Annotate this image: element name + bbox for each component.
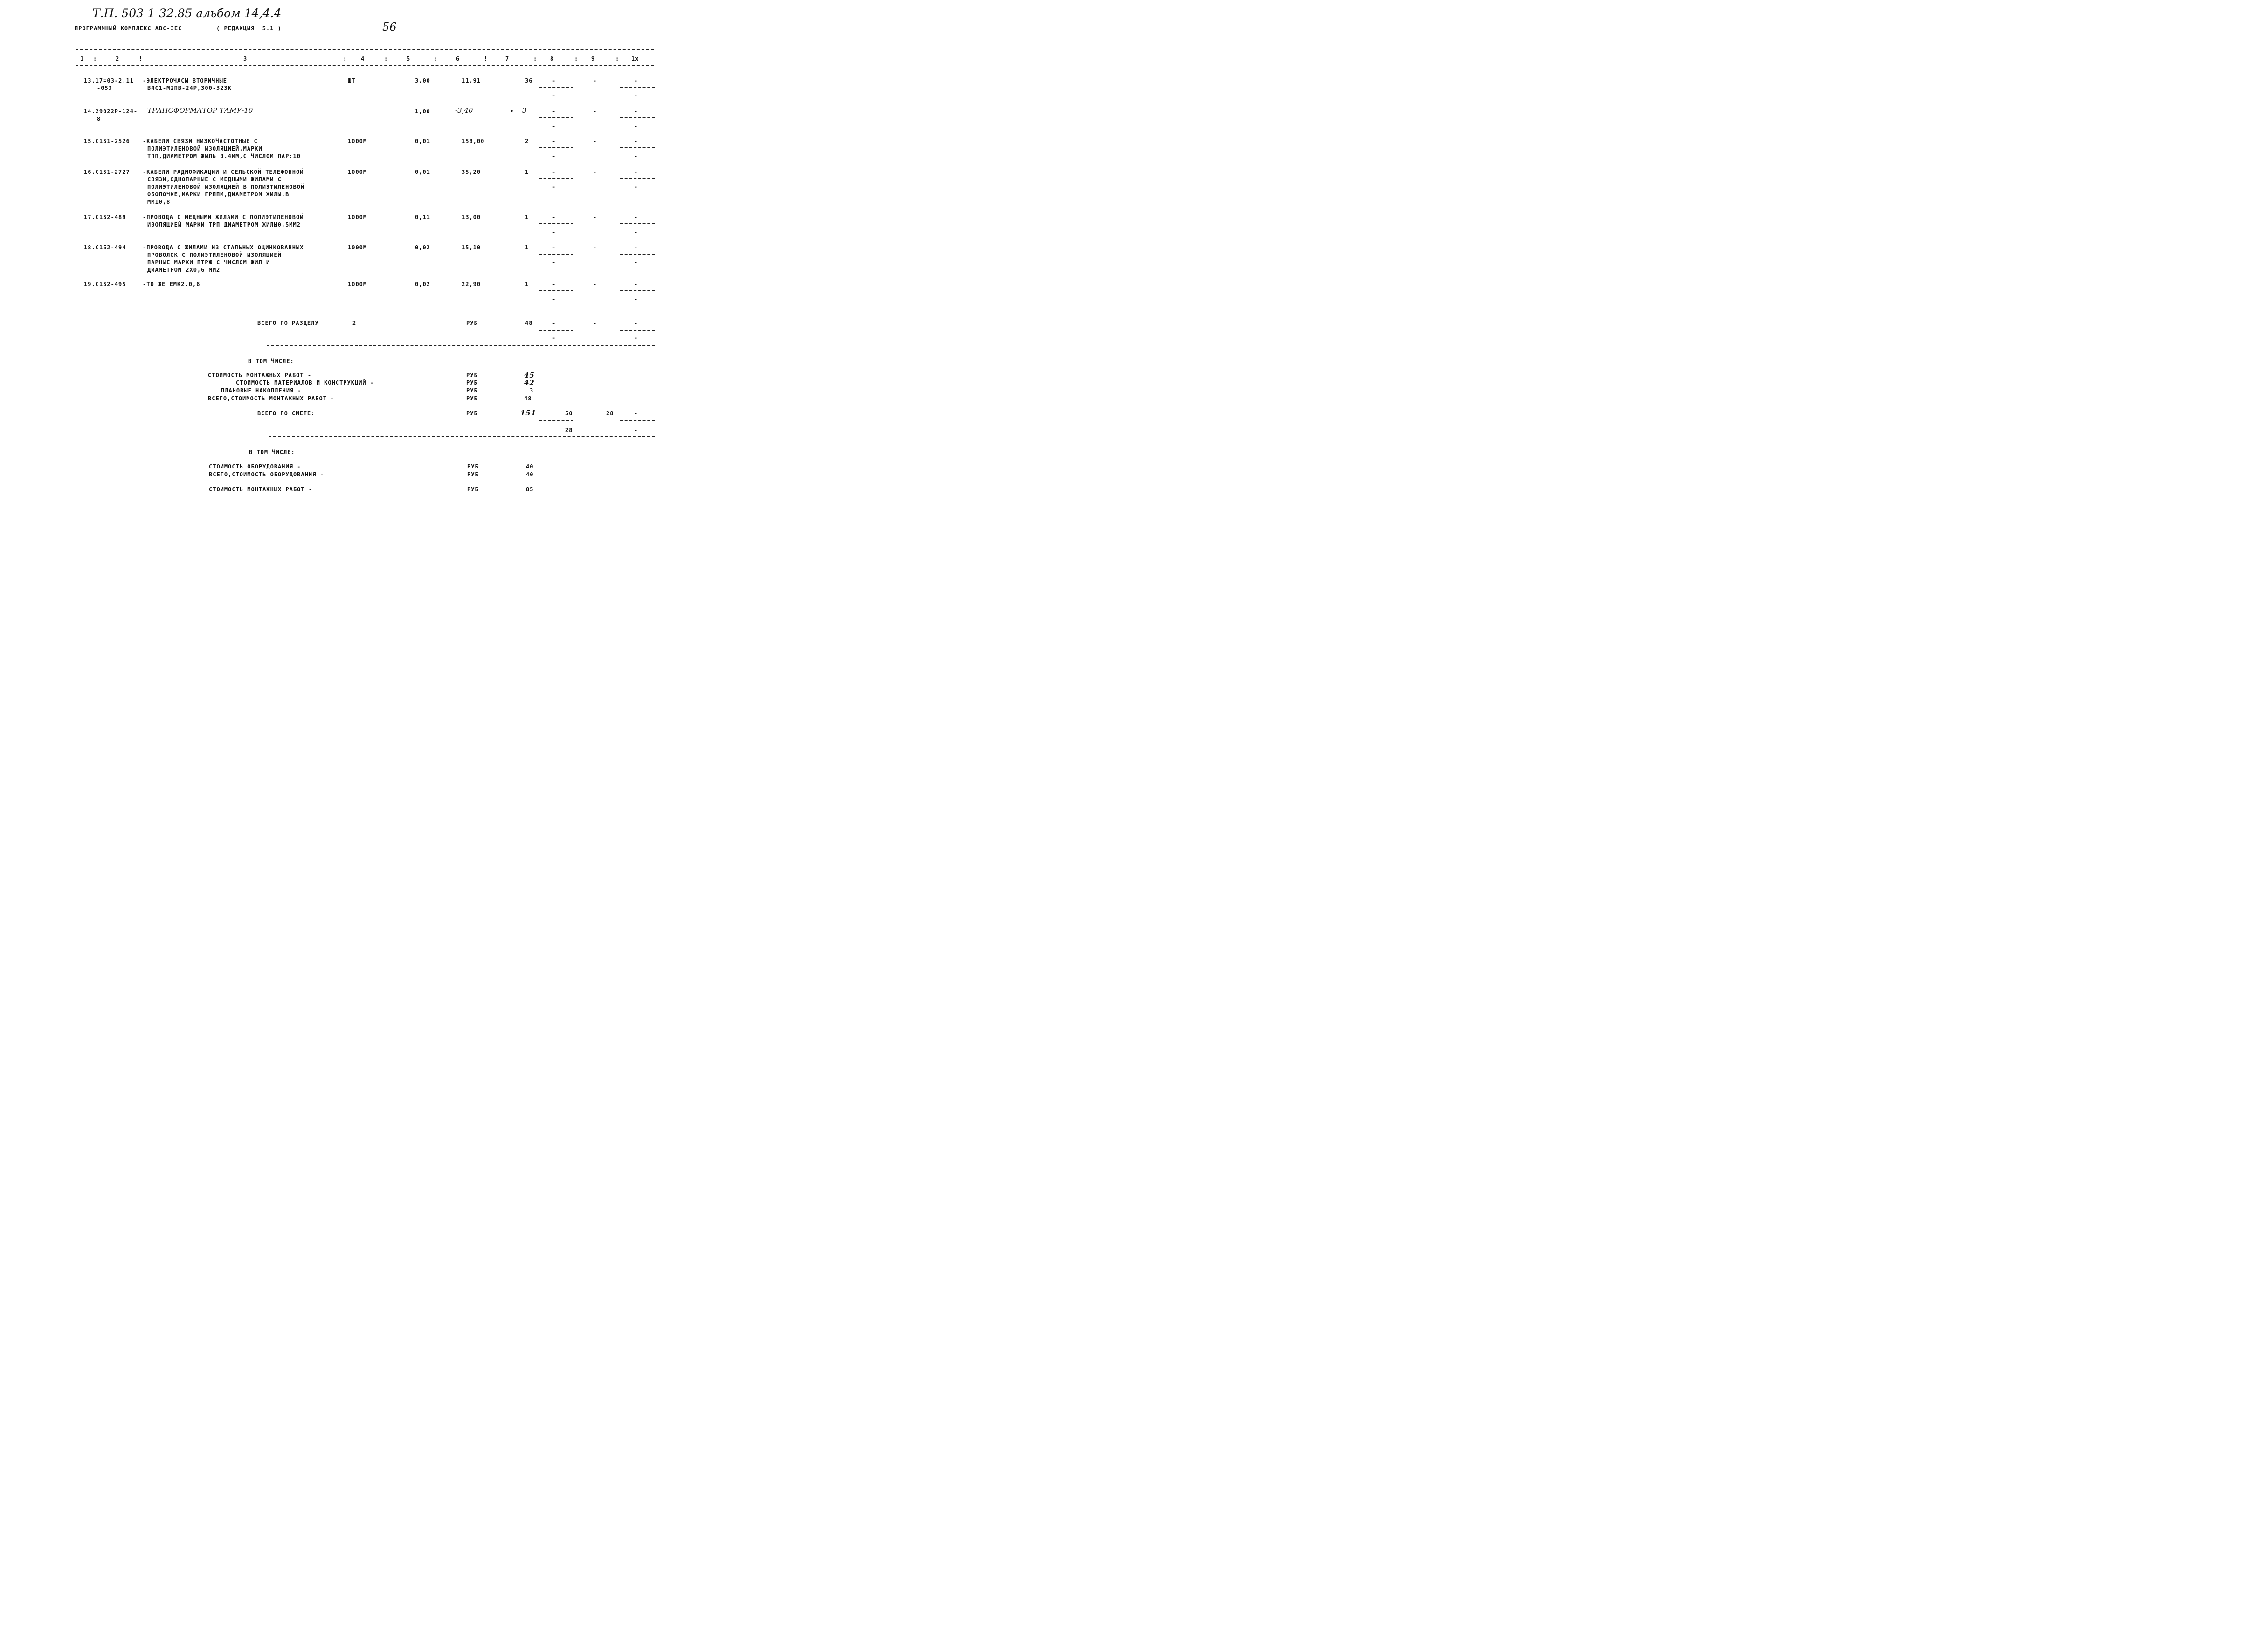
row-qty: 0,11 bbox=[415, 214, 430, 220]
dash-mark: - bbox=[634, 259, 638, 266]
dash-mark: - bbox=[634, 169, 638, 175]
section-rule bbox=[267, 345, 655, 346]
header-top-rule bbox=[76, 49, 654, 50]
col-2: 2 bbox=[116, 55, 120, 62]
row-qty: 0,01 bbox=[415, 138, 430, 145]
program-name: ПРОГРАММНЫЙ КОМПЛЕКС АВС-ЗЕС bbox=[75, 25, 182, 32]
row-qty: 1,00 bbox=[415, 108, 430, 115]
dash-mark: - bbox=[552, 281, 556, 288]
dash-mark: - bbox=[552, 138, 556, 145]
edition-label: ( РЕДАКЦИЯ 5.1 ) bbox=[216, 25, 282, 32]
fraction-rule bbox=[539, 254, 573, 255]
breakdown-label: ВСЕГО,СТОИМОСТЬ МОНТАЖНЫХ РАБОТ - bbox=[208, 395, 335, 402]
col-sep: : bbox=[574, 55, 579, 62]
dash-mark: - bbox=[552, 92, 556, 99]
section-total-value: 48 bbox=[525, 320, 533, 326]
dash-mark: - bbox=[593, 108, 597, 115]
breakdown-unit: РУБ bbox=[466, 379, 478, 386]
dash-mark: - bbox=[634, 244, 638, 251]
row-unit: 1000М bbox=[348, 214, 367, 220]
dash-mark: - bbox=[634, 184, 638, 190]
fraction-rule bbox=[539, 87, 573, 88]
row-code: 18.С152-494 bbox=[84, 244, 126, 251]
row-name-line: -ПРОВОДА С МЕДНЫМИ ЖИЛАМИ С ПОЛИЭТИЛЕНОВОЙ bbox=[143, 214, 304, 220]
row-code: 14.29022Р-124- bbox=[84, 108, 138, 115]
row-total: 36 bbox=[525, 77, 533, 84]
col-sep: : bbox=[434, 55, 438, 62]
header-bottom-rule bbox=[76, 65, 654, 66]
breakdown-unit: РУБ bbox=[467, 486, 479, 493]
row-name-line: -КАБЕЛИ СВЯЗИ НИЗКОЧАСТОТНЫЕ С bbox=[143, 138, 258, 145]
row-name-line: ДИАМЕТРОМ 2Х0,6 ММ2 bbox=[147, 267, 221, 273]
col-sep: : bbox=[93, 55, 97, 62]
breakdown-value: 85 bbox=[526, 486, 534, 493]
col-sep: : bbox=[615, 55, 620, 62]
handwritten-title: Т.П. 503-1-32.85 альбом 14,4.4 bbox=[92, 7, 282, 20]
breakdown-unit: РУБ bbox=[466, 387, 478, 394]
dash-mark: - bbox=[552, 77, 556, 84]
breakdown-value: 40 bbox=[526, 471, 534, 478]
row-total: 1 bbox=[525, 169, 529, 175]
including-label: В ТОМ ЧИСЛЕ: bbox=[249, 449, 295, 455]
dash-mark: - bbox=[552, 123, 556, 130]
row-unit: 1000М bbox=[348, 281, 367, 288]
row-total: 1 bbox=[525, 244, 529, 251]
dash-mark: - bbox=[634, 108, 638, 115]
row-name-line: СВЯЗИ,ОДНОПАРНЫЕ С МЕДНЫМИ ЖИЛАМИ С bbox=[147, 176, 282, 183]
estimate-col8-below: 28 bbox=[565, 427, 573, 434]
section-total-code: 2 bbox=[352, 320, 357, 326]
fraction-rule bbox=[620, 223, 655, 224]
dash-mark: - bbox=[552, 184, 556, 190]
breakdown-label: СТОИМОСТЬ МАТЕРИАЛОВ И КОНСТРУКЦИЙ - bbox=[236, 379, 374, 386]
row-name-line: -ПРОВОДА С ЖИЛАМИ ИЗ СТАЛЬНЫХ ОЦИНКОВАННЫХ bbox=[143, 244, 304, 251]
col-10: 1х bbox=[631, 55, 639, 62]
section-total-label: ВСЕГО ПО РАЗДЕЛУ bbox=[257, 320, 319, 326]
fraction-rule bbox=[539, 178, 573, 179]
col-sep: ! bbox=[484, 55, 488, 62]
section-total-unit: РУБ bbox=[466, 320, 478, 326]
row-name-line: -ТО ЖЕ ЕМК2.0,6 bbox=[143, 281, 200, 288]
fraction-rule bbox=[620, 420, 655, 421]
row-name-line: ПОЛИЭТИЛЕНОВОЙ ИЗОЛЯЦИЕЙ,МАРКИ bbox=[147, 145, 262, 152]
row-qty: 0,02 bbox=[415, 244, 430, 251]
row-total-prefix: • bbox=[510, 108, 514, 115]
breakdown-label: СТОИМОСТЬ МОНТАЖНЫХ РАБОТ - bbox=[209, 486, 313, 493]
dash-mark: - bbox=[552, 259, 556, 266]
row-name-line: ТПП,ДИАМЕТРОМ ЖИЛЬ 0.4ММ,С ЧИСЛОМ ПАР:10 bbox=[147, 153, 301, 159]
col-5: 5 bbox=[407, 55, 411, 62]
row-code-cont: 8 bbox=[97, 116, 101, 122]
dash-mark: - bbox=[593, 77, 597, 84]
breakdown-value: 40 bbox=[526, 463, 534, 470]
row-name-line: -ЭЛЕКТРОЧАСЫ ВТОРИЧНЫЕ bbox=[143, 77, 227, 84]
fraction-rule bbox=[620, 330, 655, 331]
breakdown-unit: РУБ bbox=[466, 395, 478, 402]
breakdown-label: ВСЕГО,СТОИМОСТЬ ОБОРУДОВАНИЯ - bbox=[209, 471, 324, 478]
dash-mark: - bbox=[593, 281, 597, 288]
dash-mark: - bbox=[552, 335, 556, 341]
dash-mark: - bbox=[552, 153, 556, 159]
col-4: 4 bbox=[361, 55, 365, 62]
col-7: 7 bbox=[505, 55, 510, 62]
dash-mark: - bbox=[634, 77, 638, 84]
dash-mark: - bbox=[634, 335, 638, 341]
row-unit: 1000М bbox=[348, 138, 367, 145]
breakdown-unit: РУБ bbox=[467, 471, 479, 478]
dash-mark: - bbox=[552, 244, 556, 251]
col-sep: : bbox=[384, 55, 388, 62]
dash-mark: - bbox=[634, 92, 638, 99]
dash-mark: - bbox=[552, 169, 556, 175]
row-price: 11,91 bbox=[462, 77, 481, 84]
breakdown-label: СТОИМОСТЬ МОНТАЖНЫХ РАБОТ - bbox=[208, 372, 312, 379]
row-name-line: -КАБЕЛИ РАДИОФИКАЦИИ И СЕЛЬСКОЙ ТЕЛЕФОННОЙ bbox=[143, 169, 304, 175]
page-number: 56 bbox=[382, 21, 397, 34]
breakdown-label: ПЛАНОВЫЕ НАКОПЛЕНИЯ - bbox=[221, 387, 302, 394]
dash-mark: - bbox=[634, 281, 638, 288]
row-name-line: ПАРНЫЕ МАРКИ ПТРЖ С ЧИСЛОМ ЖИЛ И bbox=[147, 259, 270, 266]
breakdown-value: 3 bbox=[530, 387, 534, 394]
estimate-col9: 28 bbox=[606, 410, 614, 417]
fraction-rule bbox=[539, 147, 573, 148]
estimate-total-unit: РУБ bbox=[466, 410, 478, 417]
including-label: В ТОМ ЧИСЛЕ: bbox=[248, 358, 294, 365]
estimate-rule bbox=[269, 436, 655, 437]
row-name-line: ММ10,8 bbox=[147, 199, 171, 205]
fraction-rule bbox=[620, 147, 655, 148]
col-9: 9 bbox=[591, 55, 595, 62]
fraction-rule bbox=[620, 87, 655, 88]
dash-mark: - bbox=[552, 108, 556, 115]
breakdown-unit: РУБ bbox=[466, 372, 478, 379]
row-name-line: ТРАНСФОРМАТОР ТАМУ-10 bbox=[147, 106, 253, 115]
breakdown-unit: РУБ bbox=[467, 463, 479, 470]
row-unit: 1000М bbox=[348, 244, 367, 251]
row-unit: ШТ bbox=[348, 77, 356, 84]
dash-mark: - bbox=[593, 169, 597, 175]
col-1: 1 bbox=[80, 55, 84, 62]
dash-mark: - bbox=[634, 123, 638, 130]
row-total: 1 bbox=[525, 214, 529, 220]
fraction-rule bbox=[620, 178, 655, 179]
breakdown-label: СТОИМОСТЬ ОБОРУДОВАНИЯ - bbox=[209, 463, 301, 470]
dash-mark: - bbox=[593, 244, 597, 251]
dash-mark: - bbox=[552, 296, 556, 303]
estimate-total-label: ВСЕГО ПО СМЕТЕ: bbox=[257, 410, 315, 417]
dash-mark: - bbox=[634, 296, 638, 303]
row-unit: 1000М bbox=[348, 169, 367, 175]
row-price: 158,00 bbox=[462, 138, 485, 145]
row-code: 15.С151-2526 bbox=[84, 138, 130, 145]
dash-mark: - bbox=[634, 153, 638, 159]
row-qty: 0,02 bbox=[415, 281, 430, 288]
row-total: 3 bbox=[522, 106, 527, 115]
fraction-rule bbox=[620, 254, 655, 255]
dash-mark: - bbox=[634, 320, 638, 326]
row-name-line: В4С1-М2ПВ-24Р,300-323К bbox=[147, 85, 232, 91]
row-total: 1 bbox=[525, 281, 529, 288]
row-code: 13.17=03-2.11 bbox=[84, 77, 134, 84]
fraction-rule bbox=[539, 330, 573, 331]
fraction-rule bbox=[539, 290, 573, 291]
fraction-rule bbox=[539, 420, 573, 421]
row-total: 2 bbox=[525, 138, 529, 145]
estimate-col10: - bbox=[634, 410, 638, 417]
breakdown-value: 45 bbox=[524, 371, 535, 379]
row-price: 35,20 bbox=[462, 169, 481, 175]
estimate-col8: 50 bbox=[565, 410, 573, 417]
col-6: 6 bbox=[456, 55, 460, 62]
row-price: 13,00 bbox=[462, 214, 481, 220]
breakdown-value: 48 bbox=[524, 395, 532, 402]
dash-mark: - bbox=[552, 214, 556, 220]
dash-mark: - bbox=[593, 214, 597, 220]
row-price: -3,40 bbox=[455, 106, 473, 115]
row-code: 19.С152-495 bbox=[84, 281, 126, 288]
row-name-line: ПОЛИЭТИЛЕНОВОЙ ИЗОЛЯЦИЕЙ В ПОЛИЭТИЛЕНОВОЙ bbox=[147, 184, 305, 190]
fraction-rule bbox=[620, 290, 655, 291]
row-code-cont: -053 bbox=[97, 85, 112, 91]
breakdown-value: 42 bbox=[524, 379, 535, 387]
dash-mark: - bbox=[593, 320, 597, 326]
col-3: 3 bbox=[243, 55, 248, 62]
row-price: 15,10 bbox=[462, 244, 481, 251]
dash-mark: - bbox=[593, 138, 597, 145]
dash-mark: - bbox=[552, 229, 556, 235]
row-code: 16.С151-2727 bbox=[84, 169, 130, 175]
dash-mark: - bbox=[634, 138, 638, 145]
dash-mark: - bbox=[634, 229, 638, 235]
col-sep: : bbox=[533, 55, 538, 62]
row-code: 17.С152-489 bbox=[84, 214, 126, 220]
row-name-line: ОБОЛОЧКЕ,МАРКИ ГРППМ,ДИАМЕТРОМ ЖИЛЫ,В bbox=[147, 191, 290, 198]
row-qty: 3,00 bbox=[415, 77, 430, 84]
row-name-line: ИЗОЛЯЦИЕЙ МАРКИ ТРП ДИАМЕТРОМ ЖИЛЫ0,5ММ2 bbox=[147, 221, 301, 228]
fraction-rule bbox=[539, 223, 573, 224]
row-qty: 0,01 bbox=[415, 169, 430, 175]
fraction-rule bbox=[620, 117, 655, 118]
fraction-rule bbox=[539, 117, 573, 118]
row-price: 22,90 bbox=[462, 281, 481, 288]
col-sep: : bbox=[343, 55, 347, 62]
col-sep: ! bbox=[139, 55, 143, 62]
col-8: 8 bbox=[550, 55, 554, 62]
row-name-line: ПРОВОЛОК С ПОЛИЭТИЛЕНОВОЙ ИЗОЛЯЦИЕЙ bbox=[147, 252, 282, 258]
dash-mark: - bbox=[634, 427, 638, 434]
dash-mark: - bbox=[552, 320, 556, 326]
estimate-total-value: 151 bbox=[520, 409, 537, 417]
dash-mark: - bbox=[634, 214, 638, 220]
